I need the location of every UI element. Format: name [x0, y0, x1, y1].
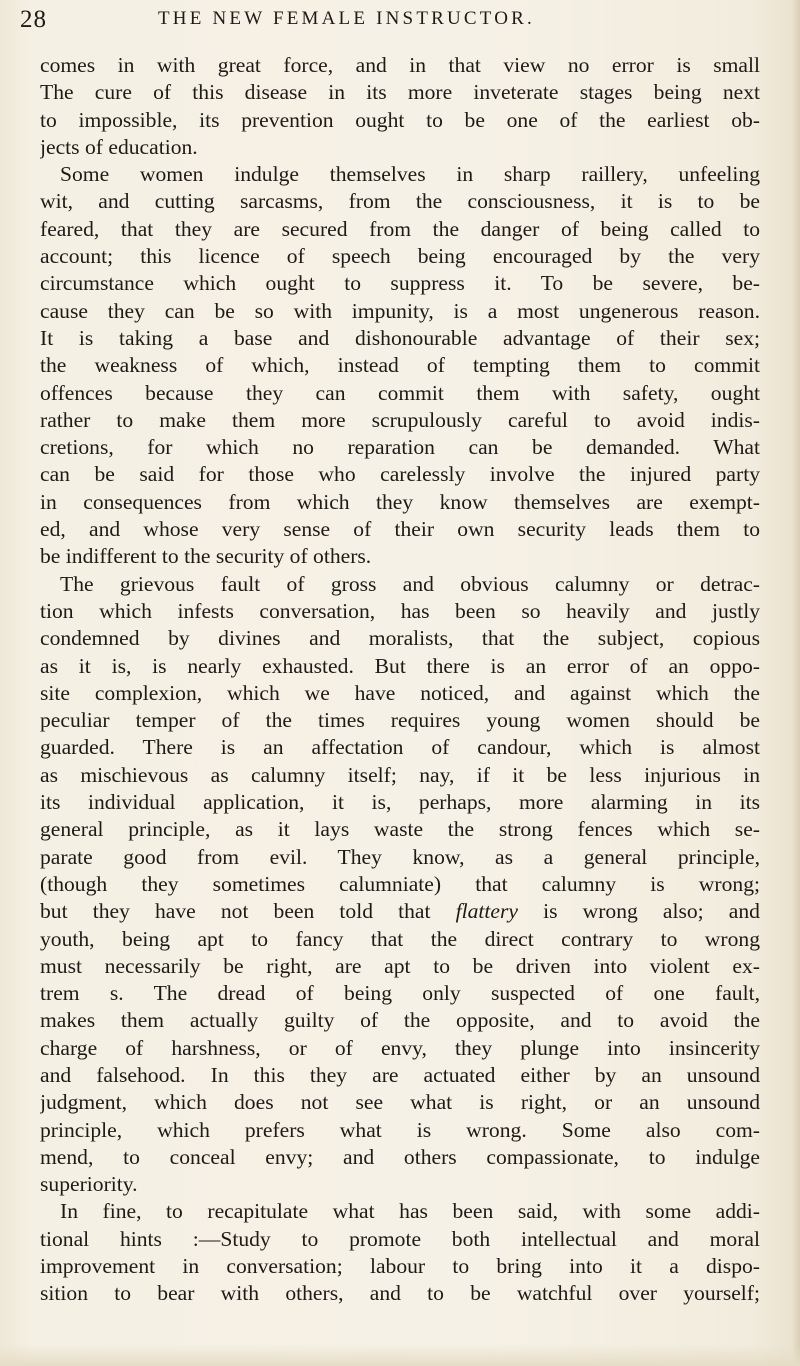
text-line: comes in with great force, and in that view no error is small — [40, 53, 760, 77]
text-line-flattery — [40, 898, 760, 925]
text-line: in consequences from which they know themselves are exempt- — [40, 489, 760, 514]
italic-word-flattery: flattery — [455, 899, 518, 924]
text-line: rather to make them more scrupulously careful to avoid indis- — [40, 407, 760, 432]
page-header — [20, 6, 790, 40]
text-line: its individual application, it is, perhaps, more alarming in its — [40, 790, 760, 815]
text-line: principle, which prefers what is wrong. Some also com- — [40, 1117, 760, 1142]
text-line: to impossible, its prevention ought to be one of the earliest ob- — [40, 107, 760, 132]
text-line: It is taking a base and dishonourable advantage of their sex; — [40, 325, 760, 350]
text-line: be indifferent to the security of others. — [40, 544, 372, 569]
text-line: trem s. The dread of being only suspected of one fault, — [40, 981, 760, 1006]
text-line: general principle, as it lays waste the strong fences which se- — [40, 817, 760, 842]
text-line: offences because they can commit them with safety, ought — [40, 380, 760, 405]
text-line: cause they can be so with impunity, is a most ungenerous reason. — [40, 298, 760, 323]
page-edge-shadow — [792, 0, 800, 1366]
text-line: ed, and whose very sense of their own security leads them to — [40, 517, 760, 542]
text-line: peculiar temper of the times requires young women should be — [40, 708, 760, 733]
text-line: jects of education. — [40, 134, 198, 159]
text-line: judgment, which does not see what is right, or an unsound — [40, 1090, 760, 1115]
text-line: youth, being apt to fancy that the direct contrary to wrong — [40, 926, 760, 951]
text-line: Some women indulge themselves in sharp raillery, unfeeling — [60, 162, 760, 187]
text-line: cretions, for which no reparation can be demanded. What — [40, 435, 760, 460]
text-line: can be said for those who carelessly involve the injured party — [40, 462, 760, 487]
text-line: must necessarily be right, are apt to be driven into violent ex- — [40, 953, 760, 978]
text-line: makes them actually guilty of the opposite, and to avoid the — [40, 1008, 760, 1033]
text-line: tion which infests conversation, has been so heavily and justly — [40, 598, 760, 623]
text-line: account; this licence of speech being encouraged by the very — [40, 244, 760, 269]
text-line: improvement in conversation; labour to bring into it a dispo- — [40, 1254, 760, 1279]
text-line: In fine, to recapitulate what has been said, with some addi- — [60, 1199, 760, 1224]
text-line: condemned by divines and moralists, that the subject, copious — [40, 626, 760, 651]
text-line: site complexion, which we have noticed, and against which the — [40, 680, 760, 705]
page-number: 28 — [20, 6, 47, 33]
text-line: superiority. — [40, 1172, 138, 1197]
text-line: tional hints :—Study to promote both intellectual and moral — [40, 1226, 760, 1251]
text-line: parate good from evil. They know, as a general principle, — [40, 844, 760, 869]
text-line: mend, to conceal envy; and others compassionate, to indulge — [40, 1144, 760, 1169]
text-segment: but they have not been told that — [40, 899, 431, 924]
text-line: guarded. There is an affectation of candour, which is almost — [40, 735, 760, 760]
text-line: the weakness of which, instead of tempting them to commit — [40, 353, 760, 378]
text-line: sition to bear with others, and to be watchful over yourself; — [40, 1281, 760, 1306]
running-head: THE NEW FEMALE INSTRUCTOR. — [158, 8, 535, 29]
text-line: as mischievous as calumny itself; nay, if it be less injurious in — [40, 762, 760, 787]
text-line: charge of harshness, or of envy, they plunge into insincerity — [40, 1035, 760, 1060]
text-line: wit, and cutting sarcasms, from the consciousness, it is to be — [40, 189, 760, 214]
text-line: The grievous fault of gross and obvious calumny or detrac- — [60, 571, 760, 596]
text-segment: is wrong also; and — [543, 899, 760, 924]
text-line: (though they sometimes calumniate) that calumny is wrong; — [40, 871, 760, 896]
text-line: The cure of this disease in its more inveterate stages being next — [40, 80, 760, 105]
page-bottom-edge — [0, 1344, 800, 1366]
text-line: circumstance which ought to suppress it. To be severe, be- — [40, 271, 760, 296]
body-text — [40, 52, 760, 1308]
text-line: as it is, is nearly exhausted. But there is an error of an oppo- — [40, 653, 760, 678]
text-line: feared, that they are secured from the danger of being called to — [40, 216, 760, 241]
text-line: and falsehood. In this they are actuated either by an unsound — [40, 1062, 760, 1087]
